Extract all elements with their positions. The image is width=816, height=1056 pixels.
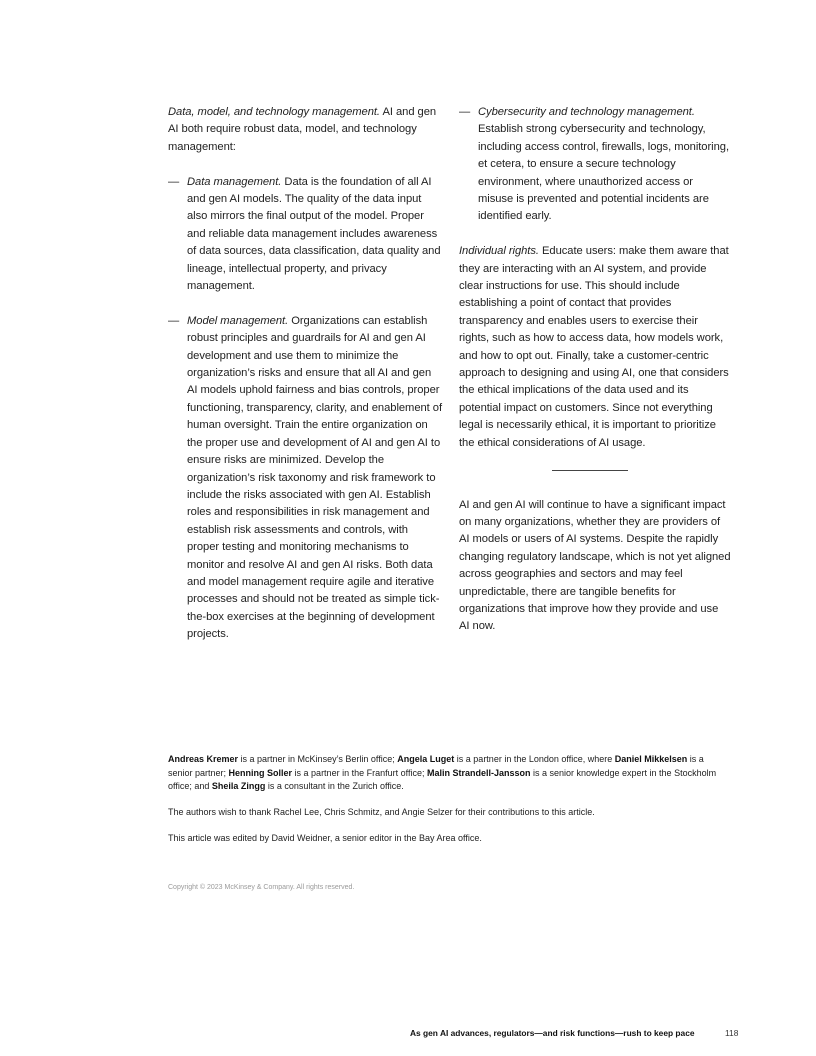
bullet-model-management [168, 313, 443, 644]
bullet-text: Data is the foundation of all AI and gen AI models. The quality of the data input also mirrors the final output of the model. Proper and reliable data management includes awareness of data sources, data classification, data quality and lineage, intellectual property, and privacy management. [187, 175, 441, 293]
section-divider [552, 470, 628, 471]
bullet-cybersecurity [459, 104, 731, 226]
intro-paragraph [168, 104, 443, 156]
dash-bullet-icon: — [168, 314, 180, 327]
bullet-lead: Model management. [187, 314, 289, 327]
author-name: Angela Luget [397, 754, 455, 764]
bullet-text: Organizations can establish robust principles and guardrails for AI and gen AI development and use them to minimize the organization’s risks and ensure that all AI and gen AI models uphold fairness and bias controls, proper functioning, transparency, clarity, and enablement of human oversight. Train the entire organization on the proper use and development of AI and gen AI to ensure risks are minimized. Develop the organization’s risk taxonomy and risk framework to include the risks associated with gen AI. Establish roles and responsibilities in risk management and establish risk assessments and controls, with proper testing and monitoring mechanisms to monitor and resolve AI and gen AI risks. Both data and model management require agile and iterative processes and should not be treated as simple tick-the-box exercises at the beginning of development projects. [187, 314, 443, 641]
intro-text: AI and gen AI both require robust data, model, and technology management: [168, 106, 437, 153]
individual-rights-text: Educate users: make them aware that they are interacting with an AI system, and provide clear instructions for use. This should include establishing a point of contact that provides transparency and enables users to exercise their rights, such as how to access data, how models work, and how to opt out. Finally, take a customer-centric approach to designing and using AI, one that considers the ethical implications of the data used and its potential impact on customers. Since not everything legal is necessarily ethical, it is important to prioritize the ethical considerations of AI usage. [459, 245, 729, 449]
individual-rights-lead: Individual rights. [459, 245, 539, 258]
right-column [459, 104, 731, 653]
individual-rights-paragraph [459, 243, 731, 452]
bullet-data-management [168, 174, 443, 296]
author-name: Sheila Zingg [211, 781, 266, 792]
acknowledgements: The authors wish to thank Rachel Lee, Chris Schmitz, and Angie Selzer for their contributions to this article. [168, 807, 595, 817]
copyright: Copyright © 2023 McKinsey & Company. All rights reserved. [168, 884, 355, 891]
dash-bullet-icon: — [168, 175, 180, 188]
dash-bullet-icon: — [459, 106, 471, 118]
author-bios [168, 753, 728, 794]
author-name: Malin Strandell-Jansson [426, 767, 531, 778]
bullet-text: Establish strong cybersecurity and technology, including access control, firewalls, logs, monitoring, et cetera, to ensure a secure technology environment, where unauthorized access or misuse is prevented and potential incidents are identified early. [478, 123, 729, 223]
author-role: is a partner in McKinsey’s Berlin office; [238, 754, 398, 764]
author-role: is a partner in the Franfurt office; [292, 767, 427, 778]
page-number: 118 [725, 1028, 739, 1038]
author-role: is a partner in the London office, where [454, 754, 615, 764]
running-footer-title: As gen AI advances, regulators—and risk functions—rush to keep pace [410, 1028, 695, 1038]
bullet-lead: Cybersecurity and technology management. [478, 106, 695, 118]
author-name: Daniel Mikkelsen [614, 754, 688, 764]
editor-note: This article was edited by David Weidner, a senior editor in the Bay Area office. [168, 833, 482, 843]
left-column [168, 104, 443, 661]
author-name: Andreas Kremer [168, 754, 239, 764]
author-role: is a consultant in the Zurich office. [265, 781, 404, 792]
closing-paragraph: AI and gen AI will continue to have a significant impact on many organizations, whether they are providers of AI models or users of AI systems. Despite the rapidly changing regulatory landscape, which is not yet aligned across geographies and sectors and may feel unpredictable, there are tangible benefits for organizations that improve how they provide and use AI now. [459, 498, 731, 633]
author-role: is a senior knowledge expert in the Stockholm office; and [168, 767, 717, 792]
author-name: Henning Soller [228, 767, 293, 778]
bullet-lead: Data management. [187, 175, 282, 188]
author-role: is a senior partner; [168, 754, 704, 778]
intro-lead: Data, model, and technology management. [168, 106, 380, 118]
